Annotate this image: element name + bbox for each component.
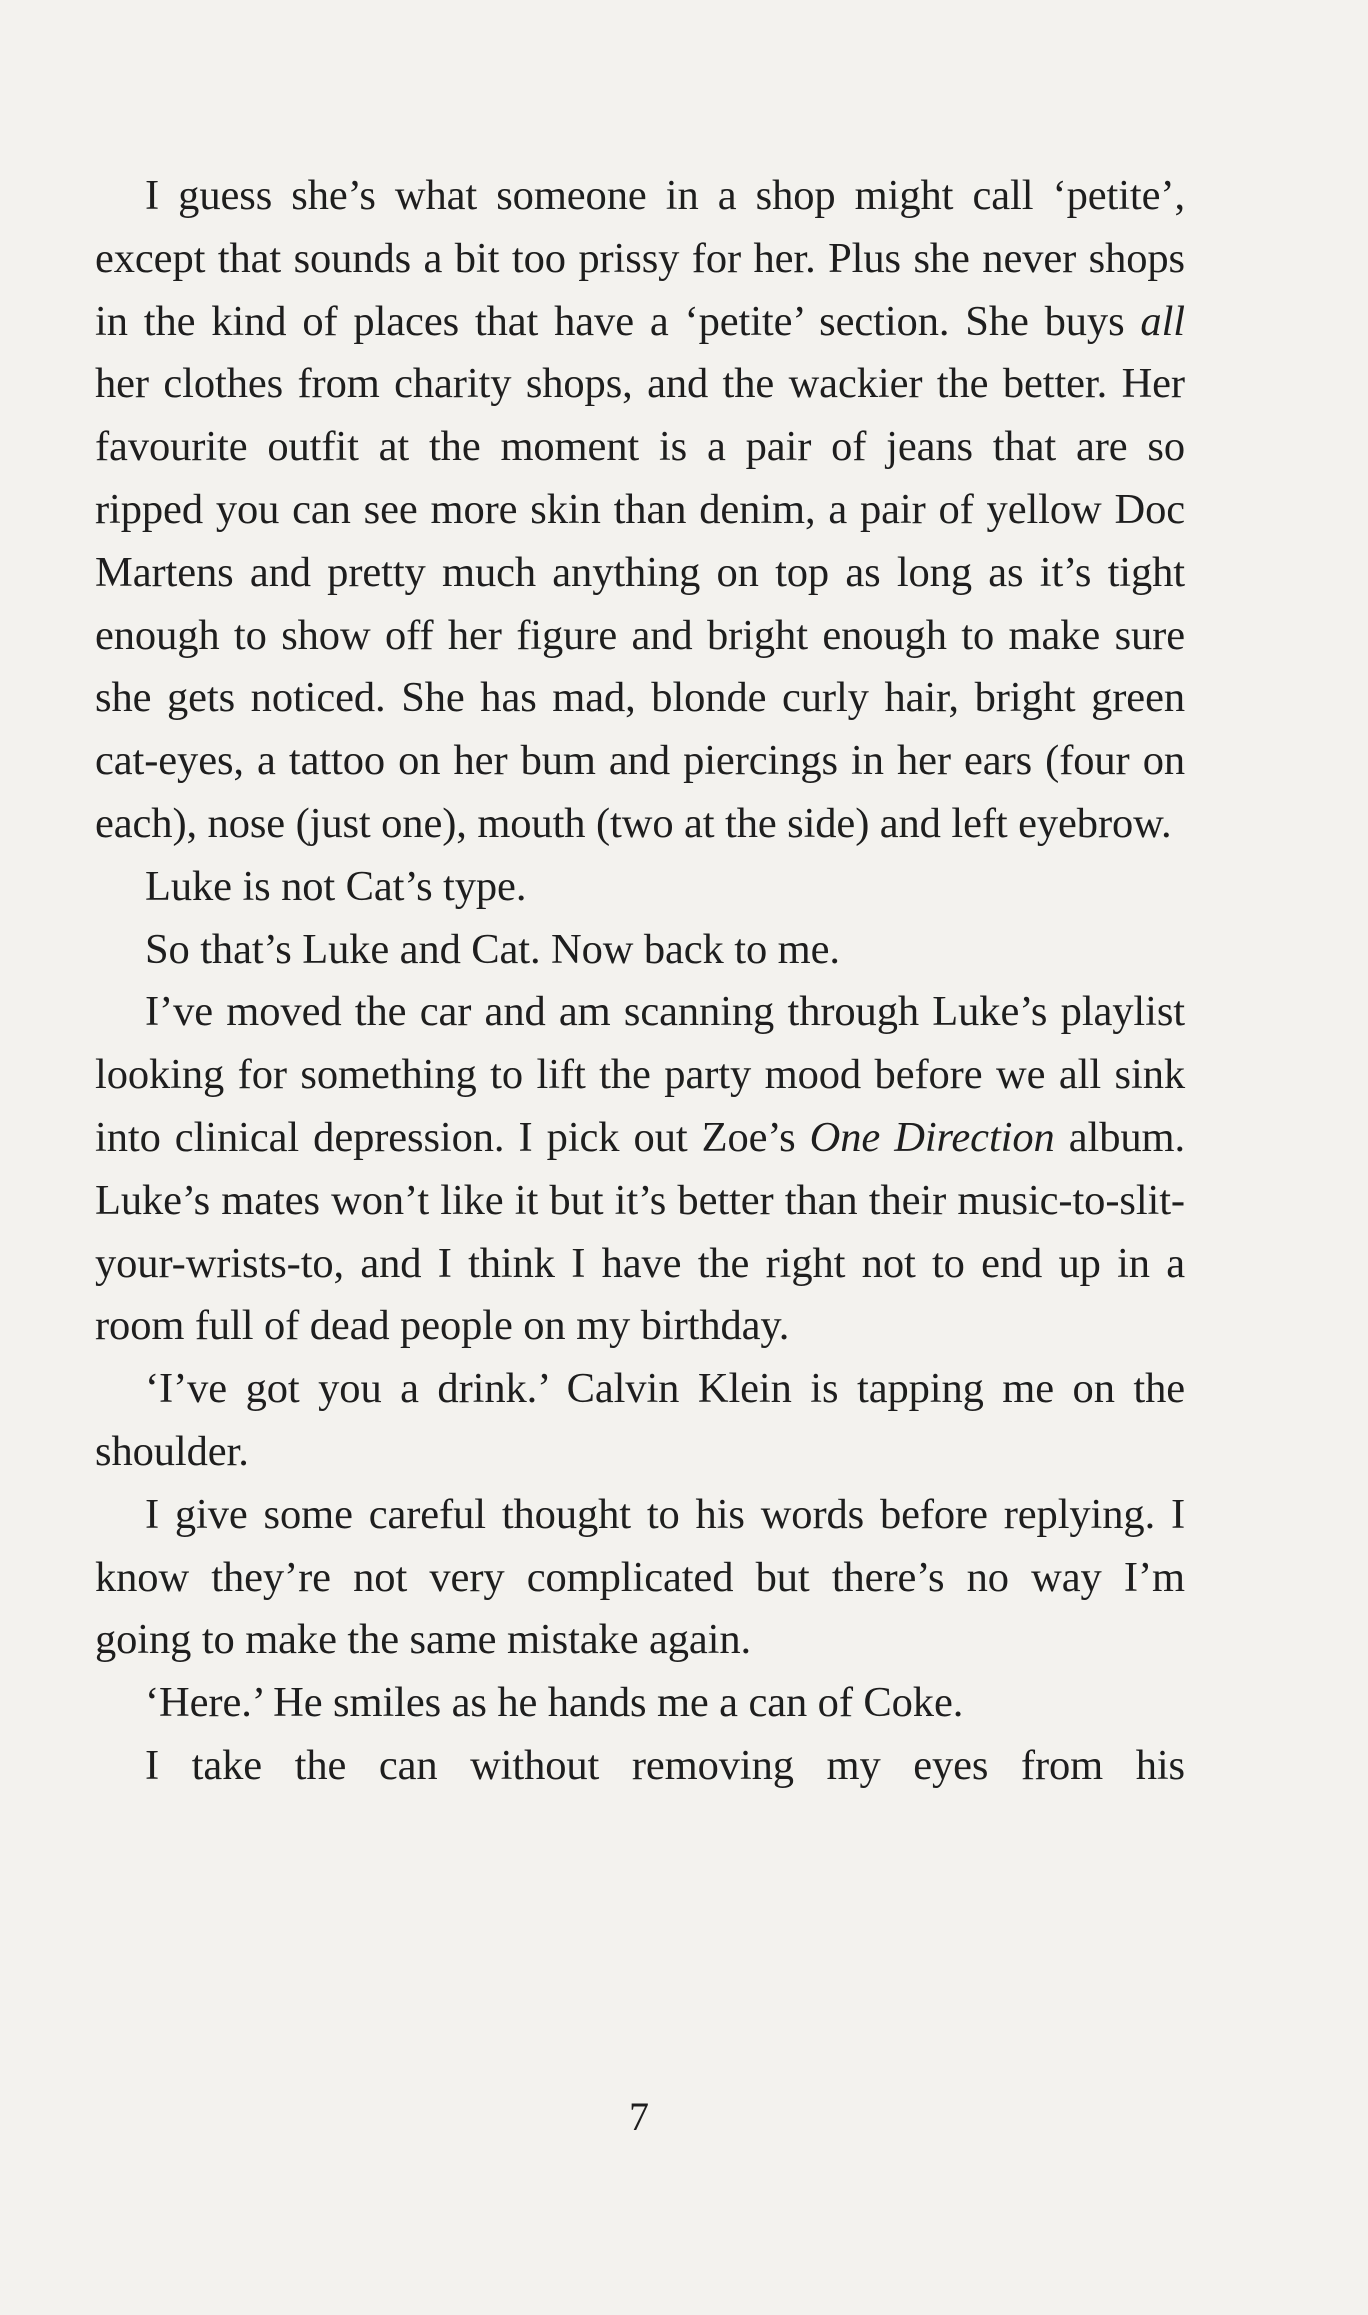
text-run: album. Luke’s mates won’t like it but it’s better than their music-to-slit-your-wrists-to, and I think I have the right not to end up in a room full of dead people on my birthday. <box>95 1113 1185 1350</box>
paragraph <box>95 919 1185 982</box>
paragraph <box>95 165 1185 856</box>
text-run: I’ve moved the car and am scanning through Luke’s playlist looking for something to lift the party mood before we all sink into clinical depression. I pick out Zoe’s <box>95 988 1185 1161</box>
text-run: ‘Here.’ He smiles as he hands me a can of Coke. <box>145 1679 964 1727</box>
paragraph <box>95 981 1185 1358</box>
italic-text-run: One Direction <box>809 1113 1055 1161</box>
paragraph <box>95 856 1185 919</box>
page-number: 7 <box>629 2094 649 2139</box>
text-run: her clothes from charity shops, and the wackier the better. Her favourite outfit at the moment is a pair of jeans that are so ripped you can see more skin than denim, a pair of yellow Doc Martens and pretty much anything on top as long as it’s tight enough to show off her figure and bright enough to make sure she gets noticed. She has mad, blonde curly hair, bright green cat-eyes, a tattoo on her bum and piercings in her ears (four on each), nose (just one), mouth (two at the side) and left eyebrow. <box>95 360 1185 847</box>
text-run: Luke is not Cat’s type. <box>145 862 527 910</box>
body-text <box>95 165 1185 1798</box>
text-run: I take the can without removing my eyes from his <box>145 1741 1185 1789</box>
text-run: I guess she’s what someone in a shop might call ‘petite’, except that sounds a bit too prissy for her. Plus she never shops in the kind of places that have a ‘petite’ section. She buys <box>95 172 1185 345</box>
text-run: ‘I’ve got you a drink.’ Calvin Klein is tapping me on the shoulder. <box>95 1365 1185 1475</box>
paragraph <box>95 1672 1185 1735</box>
paragraph <box>95 1735 1185 1798</box>
text-run: So that’s Luke and Cat. Now back to me. <box>145 925 840 973</box>
text-run: I give some careful thought to his words before replying. I know they’re not very complicated but there’s no way I’m going to make the same mistake again. <box>95 1490 1185 1664</box>
paragraph <box>95 1358 1185 1484</box>
italic-text-run: all <box>1140 297 1185 345</box>
paragraph <box>95 1484 1185 1672</box>
